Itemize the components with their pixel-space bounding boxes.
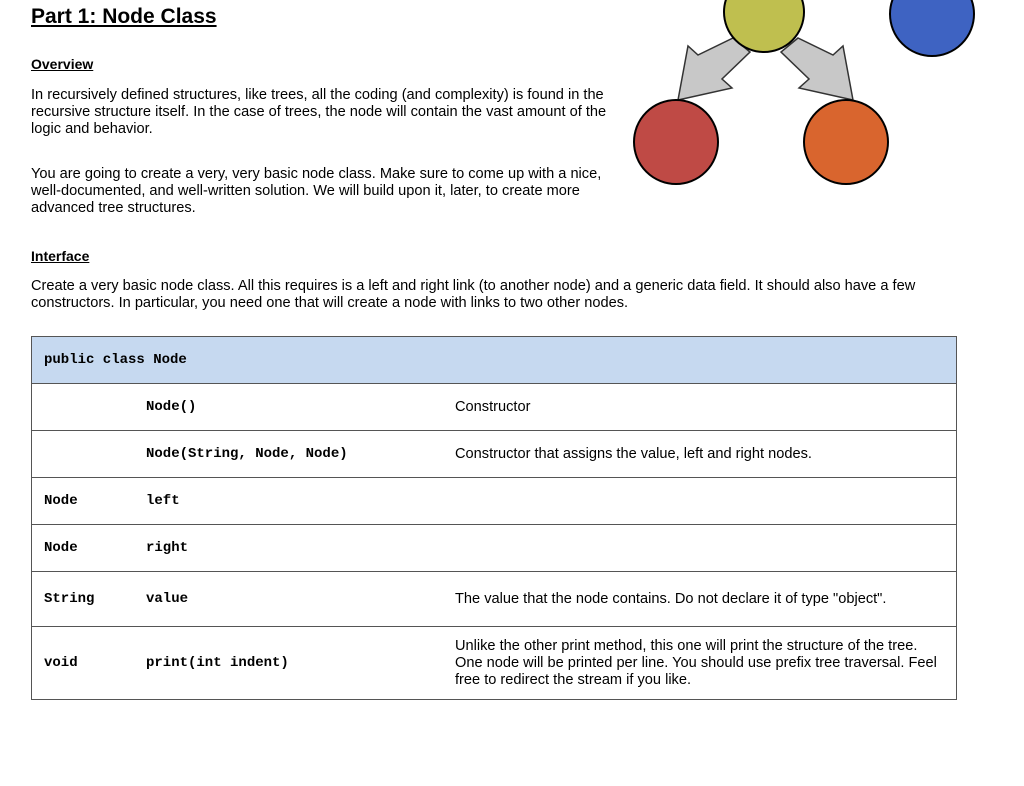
table-row [32,431,957,478]
left-arrow-icon [678,38,750,100]
overview-paragraph-2: You are going to create a very, very basic node class. Make sure to come up with a nice, well-documented, and well-written solution. We will build upon it, later, to create more advanced tree structures. [31,166,602,216]
member-description: Constructor [443,384,957,431]
member-type: Node [32,478,135,525]
member-type: Node [32,525,135,572]
overview-heading: Overview [31,56,94,72]
page-title: Part 1: Node Class [31,5,217,28]
member-description: Unlike the other print method, this one will print the structure of the tree. One node will be printed per line. You should use prefix tree traversal. Feel free to redirect the stream if you like. [443,627,957,700]
member-signature: left [134,478,443,525]
member-type: String [32,572,135,627]
left-child-node-icon [634,100,718,184]
table-row [32,525,957,572]
member-signature: Node() [134,384,443,431]
class-declaration: public class Node [32,337,957,384]
member-signature: right [134,525,443,572]
node-class-table [31,336,957,700]
member-signature: value [134,572,443,627]
member-type: void [32,627,135,700]
extra-node-icon [890,0,974,56]
table-row [32,384,957,431]
member-description: The value that the node contains. Do not declare it of type "object". [443,572,957,627]
table-row [32,478,957,525]
overview-paragraph-1: In recursively defined structures, like trees, all the coding (and complexity) is found in the recursive structure itself. In the case of trees, the node will contain the vast amount of the logic and behavior. [31,87,607,137]
table-row [32,627,957,700]
member-signature: print(int indent) [134,627,443,700]
member-description: Constructor that assigns the value, left and right nodes. [443,431,957,478]
tree-diagram [630,0,980,190]
table-header-row [32,337,957,384]
member-description [443,525,957,572]
table-row [32,572,957,627]
member-signature: Node(String, Node, Node) [134,431,443,478]
right-arrow-icon [781,38,853,100]
member-type [32,384,135,431]
member-type [32,431,135,478]
right-child-node-icon [804,100,888,184]
member-description [443,478,957,525]
interface-heading: Interface [31,248,90,264]
interface-paragraph: Create a very basic node class. All this requires is a left and right link (to another node) and a generic data field. It should also have a few constructors. In particular, you need one that will create a node with links to two other nodes. [31,278,916,311]
